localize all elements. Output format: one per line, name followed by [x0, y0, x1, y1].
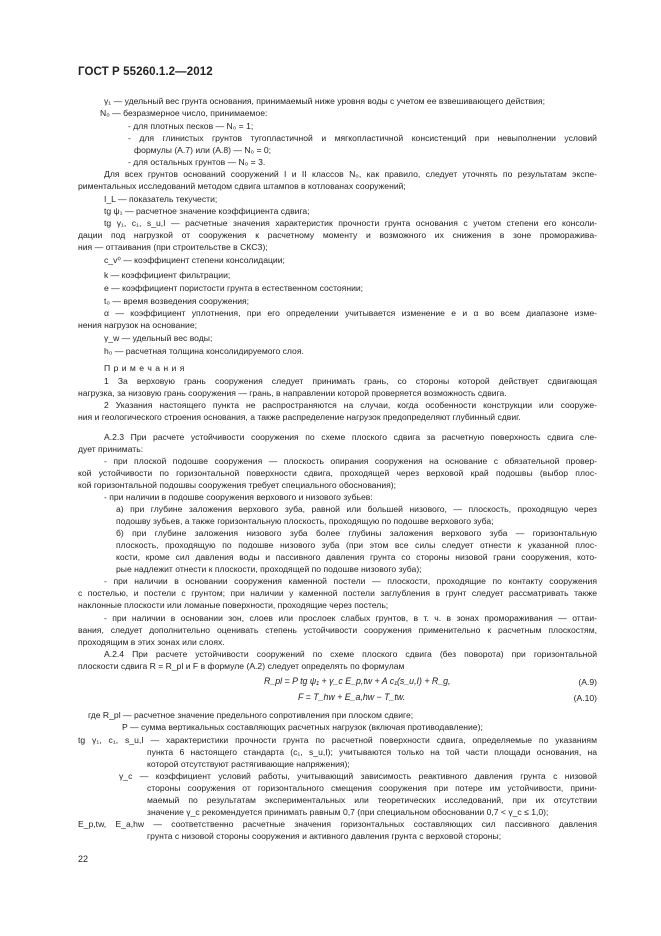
notes-heading: П р и м е ч а н и я — [104, 363, 185, 373]
text-line: c_v⁰ — коэффициент степени консолидации; — [104, 255, 285, 265]
text-line: - для плотных песков — N₀ = 1; — [128, 121, 254, 131]
text-line: γ_c — коэффициент условий работы, учитывающий зависимость реактивного давления грунта с низовой — [119, 771, 597, 781]
page-number: 22 — [78, 854, 89, 864]
text-line: t₀ — время возведения сооружения; — [104, 296, 250, 306]
text-line: вания, следует дополнительно оценивать степень устойчивости сооружения применительно к расчетным плоскостям, — [78, 625, 597, 635]
text-line: tg γ₁, c₁, s_u,I — характеристики прочности грунта по расчетной поверхности сдвига, определяемые по указаниям — [78, 735, 597, 745]
text-line: - для глинистых грунтов тугопластичной и мягкопластичной консистенций при невыполнении условий — [128, 133, 597, 143]
text-line: кости, кроме сил давления воды и пассивного давления грунта со стороны низовой грани сооружения, кото- — [116, 552, 597, 562]
text-line: кой устойчивости по горизонтальной поверхности сдвига, проходящей через верховой край подошвы (выбор плос- — [78, 468, 597, 478]
text-line: где R_pl — расчетное значение предельного сопротивления при плоском сдвиге; — [88, 710, 414, 720]
formula-number: (А.10) — [573, 693, 597, 703]
text-line: А.2.3 При расчете устойчивости сооружения по схеме плоского сдвига за расчетную поверхность сдвига сле- — [104, 432, 597, 442]
text-line: формулы (А.7) или (А.8) — N₀ = 0; — [134, 145, 272, 155]
text-line: γ_w — удельный вес воды; — [104, 333, 213, 343]
text-line: γ₁ — удельный вес грунта основания, принимаемый ниже уровня воды с учетом ее взвешивающего действия; — [104, 96, 546, 106]
text-line: которой отсутствуют растягивающие напряжения); — [147, 759, 350, 769]
text-line: N₀ — безразмерное число, принимаемое: — [100, 108, 268, 118]
text-line: - для остальных грунтов — N₀ = 3. — [128, 157, 266, 167]
text-line: А.2.4 При расчете устойчивости сооружений по схеме плоского сдвига (без поворота) при горизонтальной — [104, 649, 597, 659]
text-line: tg γ₁, c₁, s_u,I — расчетные значения характеристик прочности грунта основания с учетом степени его консоли- — [104, 218, 597, 228]
formula-number: (А.9) — [578, 677, 597, 687]
document-header: ГОСТ Р 55260.1.2—2012 — [78, 66, 213, 78]
text-line: дует принимать: — [78, 444, 144, 454]
note-line: нагрузка, за низовую грань сооружения — грань, в направлении которой проверяется возможность сдвига. — [78, 388, 507, 398]
text-line: Для всех грунтов оснований сооружений I и II классов N₀, как правило, следует уточнять по результатам экспе- — [104, 169, 597, 179]
text-line: подошву зубьев, а также горизонтальную плоскость, проходящую по подошве верхового зуба; — [116, 516, 494, 526]
text-line: P — сумма вертикальных составляющих расчетных нагрузок (включая противодавление); — [122, 722, 483, 732]
text-line: e — коэффициент пористости грунта в естественном состоянии; — [104, 283, 364, 293]
note-line: 1 За верховую грань сооружения следует принимать грань, со стороны которой действует сдвигающая — [104, 376, 597, 386]
text-line: нения нагрузок на основание; — [78, 320, 197, 330]
text-line: α — коэффициент уплотнения, при его определении учитывается изменение e и α во всем диапазоне изме- — [104, 308, 597, 318]
text-line: k — коэффициент фильтрации; — [104, 270, 231, 280]
text-line: пункта 6 настоящего стандарта (c₁, s_u,I); учитываются только на той части площади основания, на — [147, 747, 597, 757]
text-line: кой горизонтальной подошвы сооружения требует специального обоснования); — [78, 480, 397, 490]
text-line: ния — оттаивания (при строительстве в СКСЗ); — [78, 242, 268, 252]
text-line: а) при глубине заложения верхового зуба, равной или большей низового, — плоскость, проходящую через — [116, 504, 597, 514]
note-line: 2 Указания настоящего пункта не распространяются на случаи, когда особенности конструкции или сооруже- — [104, 400, 597, 410]
text-line: плоскости сдвига R = R_pl и F в формуле (А.2) следует определять по формулам — [78, 661, 405, 671]
text-line: б) при глубине заложения низового зуба более глубины заложения верхового зуба — горизонтальную — [116, 528, 597, 538]
text-line: - при наличии в подошве сооружения верхового и низового зубьев: — [104, 492, 373, 502]
text-line: - при наличии в основании сооружения каменной постели — плоскости, проходящие по контакту сооружения — [104, 576, 597, 586]
text-line: значение γ_c рекомендуется принимать равным 0,7 (при специальном обосновании 0,7 < γ_c ≤ 1,0); — [147, 807, 549, 817]
note-line: ния и геологического строения основания, а также распределение нагрузок предопределяют глубинный сдвиг. — [78, 412, 521, 422]
text-line: h₀ — расчетная толщина консолидируемого слоя. — [104, 346, 304, 356]
text-line: дации под нагрузкой от сооружения к расчетному моменту и возможного их снижения в зоне проморажива- — [78, 230, 597, 240]
text-line: маемый по результатам экспериментальных или теоретических исследований, при их отсутствии — [147, 795, 597, 805]
text-line: E_p,tw, E_a,hw — соответственно расчетные значения горизонтальных составляющих сил пассивного давления — [78, 819, 597, 829]
text-line: наклонные плоскости или ломаные поверхности, проходящие через постель; — [78, 600, 389, 610]
text-line: - при наличии в основании зон, слоев или прослоек слабых грунтов, в т. ч. в зонах промораживания — оттаи- — [104, 613, 597, 623]
text-line: с постелью, и постели с грунтом; при наличии у каменной постели заглубления в грунт следует рассматривать также — [78, 588, 597, 598]
text-line: риментальных исследований методом сдвига штампов в котлованах сооружений; — [78, 181, 406, 191]
text-line: плоскость, проходящую по подошве низового зуба (при этом все силы следует отнести к указанной плос- — [116, 540, 597, 550]
formula-a9: R_pl = P tg ψ₁ + γ_c E_p,tw + A c₁(s_u,I) + R_g, — [264, 676, 451, 686]
text-line: рые надлежит отнести к плоскости, проходящей по подошве низового зуба); — [116, 564, 422, 574]
text-line: проходящим в этих зонах или слоях. — [78, 637, 225, 647]
text-line: - при плоской подошве сооружения — плоскость опирания сооружения на основание с обязательной провер- — [104, 456, 597, 466]
text-line: I_L — показатель текучести; — [104, 194, 218, 204]
text-line: стороны сооружения от горизонтального смещения сооружения при потере им устойчивости, прини- — [147, 783, 597, 793]
formula-a10: F = T_hw + E_a,hw − T_tw. — [298, 692, 406, 702]
text-line: tg ψ₁ — расчетное значение коэффициента сдвига; — [104, 206, 310, 216]
text-line: грунта с низовой стороны сооружения и активного давления грунта с верховой стороны; — [147, 831, 502, 841]
